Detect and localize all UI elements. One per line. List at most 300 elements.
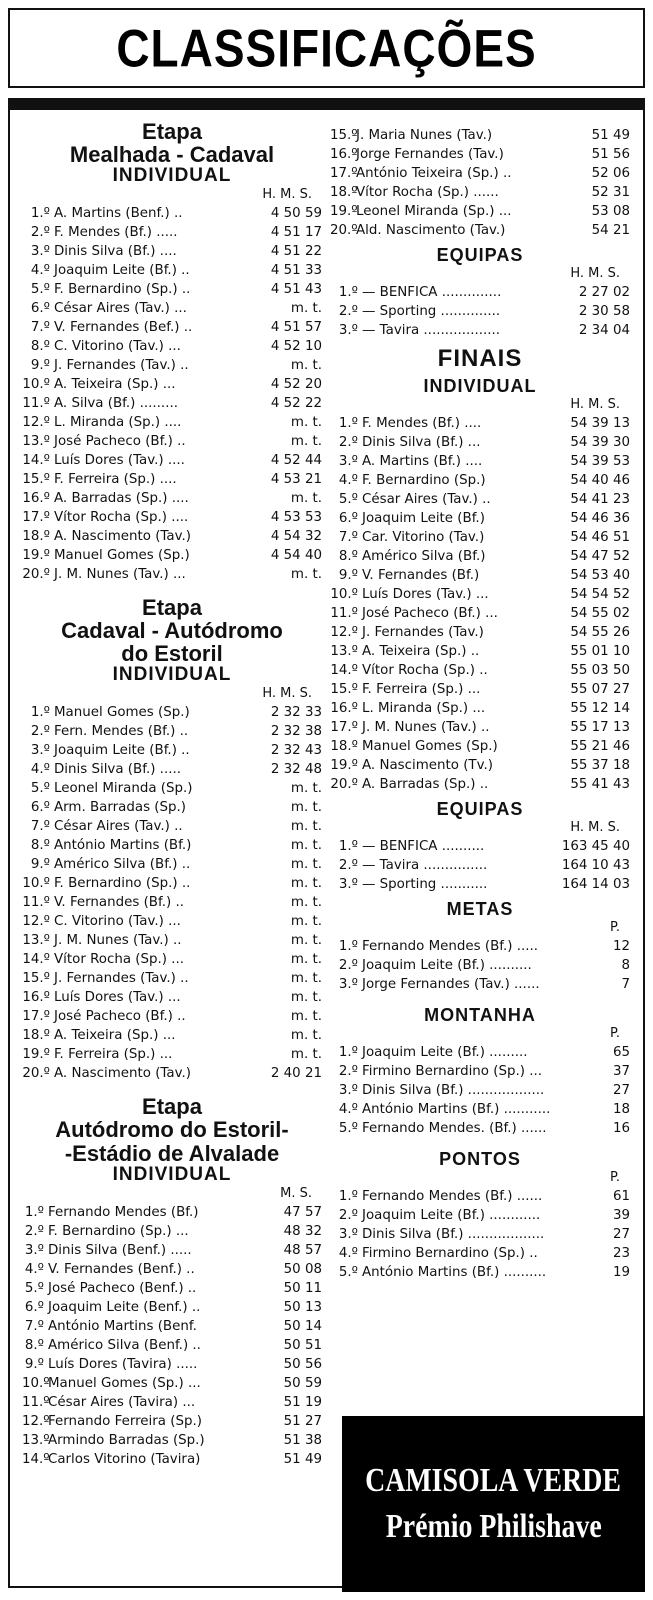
stage3-row-result: 50 08: [283, 1261, 322, 1277]
stage1-row-rider-name: Dinis Silva (Bf.) ....: [54, 244, 177, 260]
stage1-row: [22, 337, 322, 356]
montanha-row-rider-name: Firmino Bernardino (Sp.) ...: [362, 1063, 542, 1079]
stage2-row-position: 10.º: [22, 876, 50, 892]
stage1-row-position: 18.º: [22, 529, 50, 545]
stage3-row-rider-name: J. Maria Nunes (Tav.): [356, 128, 493, 143]
stage3-row-position: 15.º: [330, 128, 358, 143]
stage3-row-rider-name: Jorge Fernandes (Tav.): [356, 147, 504, 162]
stage1-row: [22, 261, 322, 280]
stage2-type: INDIVIDUAL: [112, 664, 232, 686]
stage3-row-position: 14.º: [22, 1451, 50, 1467]
finals-row-position: 9.º: [338, 567, 358, 583]
stage1-row: [22, 204, 322, 223]
finals-row-result: 55 17 13: [570, 719, 630, 735]
metas-row-result: 7: [621, 976, 630, 992]
stage3-teams-colhead: H. M. S.: [570, 265, 620, 281]
finals-team-row-rider-name: — Tavira ...............: [362, 857, 488, 873]
finals-row: [330, 775, 630, 794]
stage1-row-result: 4 52 22: [270, 396, 322, 412]
stage2-row: [22, 760, 322, 779]
stage2-row-rider-name: A. Nascimento (Tav.): [54, 1066, 191, 1082]
finals-row: [330, 471, 630, 490]
stage3-row: [22, 1298, 322, 1317]
finals-team-row-position: 1.º: [338, 838, 358, 854]
finals-teams-table: [330, 837, 630, 894]
stage1-row-rider-name: A. Silva (Bf.) .........: [54, 396, 178, 412]
stage3-row-result: 51 19: [283, 1394, 322, 1410]
stage3-row-rider-name: Luís Dores (Tavira) .....: [48, 1356, 198, 1372]
stage2-row: [22, 1045, 322, 1064]
stage3-row: [22, 1336, 322, 1355]
stage3-table: [22, 1203, 322, 1469]
finals-row-rider-name: V. Fernandes (Bf.): [362, 567, 480, 583]
stage1-row: [22, 470, 322, 489]
stage3-row-result: 51 49: [283, 1451, 322, 1467]
stage2-row: [22, 931, 322, 950]
finals-heading: FINAIS: [437, 344, 523, 372]
pontos-row-result: 19: [612, 1264, 630, 1280]
finals-row-result: 55 21 46: [570, 738, 630, 754]
stage2-row: [22, 988, 322, 1007]
stage1-etapa: Etapa: [142, 119, 202, 144]
stage1-row-rider-name: F. Mendes (Bf.) .....: [54, 225, 178, 241]
stage3-row-position: 12.º: [22, 1413, 50, 1429]
finals-row-rider-name: Vítor Rocha (Sp.) ..: [362, 662, 488, 678]
stage2-row-result: m. t.: [290, 857, 322, 873]
metas-row-rider-name: Jorge Fernandes (Tav.) ......: [362, 976, 540, 992]
metas-row-position: 2.º: [338, 957, 358, 973]
stage3-row: [330, 202, 630, 221]
stage2-row-position: 3.º: [30, 743, 50, 759]
finals-row-result: 54 39 53: [570, 453, 630, 469]
stage3-row-result: 53 08: [591, 204, 630, 219]
stage1-row-result: m. t.: [290, 415, 322, 431]
stage1-row-position: 19.º: [22, 548, 50, 564]
finals-row-rider-name: A. Nascimento (Tv.): [362, 757, 493, 773]
finals-row-result: 55 03 50: [570, 662, 630, 678]
stage1-route: Mealhada - Cadaval: [69, 142, 275, 168]
finals-row-position: 11.º: [330, 605, 358, 621]
stage2-row: [22, 912, 322, 931]
metas-row-position: 1.º: [338, 938, 358, 954]
stage3-row: [330, 126, 630, 145]
stage1-row-position: 10.º: [22, 377, 50, 393]
stage1-row-rider-name: V. Fernandes (Bef.) ..: [54, 320, 193, 336]
camisola-subtitle: Prémio Philishave: [385, 1508, 602, 1545]
stage3-row-rider-name: F. Bernardino (Sp.) ...: [48, 1223, 189, 1239]
stage1-row: [22, 318, 322, 337]
finals-row-position: 17.º: [330, 719, 358, 735]
stage2-row-position: 8.º: [30, 838, 50, 854]
stage2-row-rider-name: Manuel Gomes (Sp.): [54, 705, 190, 721]
stage1-row-result: 4 51 43: [270, 282, 322, 298]
stage2-row-result: m. t.: [290, 971, 322, 987]
metas-heading: METAS: [446, 898, 514, 919]
finals-team-row-result: 163 45 40: [561, 838, 630, 854]
stage3-row-result: 52 31: [591, 185, 630, 200]
stage2-row: [22, 722, 322, 741]
stage3-team-row: [330, 302, 630, 321]
stage2-row-rider-name: Vítor Rocha (Sp.) ...: [54, 952, 185, 968]
stage2-row-position: 17.º: [22, 1009, 50, 1025]
finals-row-position: 1.º: [338, 415, 358, 431]
finals-row-result: 54 55 26: [570, 624, 630, 640]
stage2-row-rider-name: A. Teixeira (Sp.) ...: [54, 1028, 176, 1044]
stage3-row: [330, 183, 630, 202]
finals-row: [330, 585, 630, 604]
finals-team-row: [330, 875, 630, 894]
finals-row-result: 54 39 13: [570, 415, 630, 431]
stage1-row-result: 4 54 40: [270, 548, 322, 564]
pontos-row-position: 4.º: [338, 1245, 358, 1261]
finals-row: [330, 490, 630, 509]
stage1-row: [22, 565, 322, 584]
stage1-row: [22, 413, 322, 432]
stage1-row-rider-name: J. M. Nunes (Tav.) ...: [54, 567, 186, 583]
stage3-row-rider-name: César Aires (Tavira) ...: [48, 1394, 196, 1410]
stage1-row-result: 4 51 17: [270, 225, 322, 241]
finals-row: [330, 680, 630, 699]
stage1-row-result: 4 51 57: [270, 320, 322, 336]
finals-row-result: 54 46 36: [570, 510, 630, 526]
stage3-row-rider-name: Dinis Silva (Benf.) .....: [48, 1242, 192, 1258]
finals-row-position: 19.º: [330, 757, 358, 773]
pontos-row-rider-name: Dinis Silva (Bf.) ..................: [362, 1226, 545, 1242]
stage2-row-result: m. t.: [290, 838, 322, 854]
finals-row-rider-name: F. Mendes (Bf.) ....: [362, 415, 482, 431]
stage3-row-position: 1.º: [24, 1204, 44, 1220]
stage1-row-result: 4 52 44: [270, 453, 322, 469]
montanha-heading: MONTANHA: [424, 1004, 536, 1025]
stage2-row-position: 15.º: [22, 971, 50, 987]
pontos-row-rider-name: Fernando Mendes (Bf.) ......: [362, 1188, 543, 1204]
montanha-row-position: 2.º: [338, 1063, 358, 1079]
finals-row-rider-name: A. Martins (Bf.) ....: [362, 453, 483, 469]
stage3-row-rider-name: Leonel Miranda (Sp.) ...: [356, 204, 512, 219]
montanha-row: [330, 1062, 630, 1081]
pontos-row: [330, 1263, 630, 1282]
finals-row: [330, 699, 630, 718]
stage1-row: [22, 356, 322, 375]
page: [8, 8, 645, 1592]
stage3-row: [22, 1431, 322, 1450]
stage1-row-position: 7.º: [30, 320, 50, 336]
stage1-row-position: 14.º: [22, 453, 50, 469]
stage3-row-result: 51 56: [591, 147, 630, 162]
stage3-row: [22, 1241, 322, 1260]
stage2-etapa: Etapa: [142, 595, 202, 621]
stage1-type: INDIVIDUAL: [112, 165, 232, 187]
montanha-row-result: 16: [612, 1120, 630, 1136]
stage1-row: [22, 242, 322, 261]
finals-row-result: 54 40 46: [570, 472, 630, 488]
stage2-row-position: 16.º: [22, 990, 50, 1006]
stage2-row-result: 2 32 48: [270, 762, 322, 778]
stage2-row-rider-name: José Pacheco (Bf.) ..: [54, 1009, 186, 1025]
camisola-title: CAMISOLA VERDE: [365, 1462, 622, 1499]
stage1-row-rider-name: F. Bernardino (Sp.) ..: [54, 282, 191, 298]
finals-row-position: 14.º: [330, 662, 358, 678]
finals-team-row-rider-name: — Sporting ...........: [362, 876, 488, 892]
montanha-row-rider-name: António Martins (Bf.) ...........: [362, 1101, 551, 1117]
montanha-row-result: 65: [612, 1044, 630, 1060]
stage1-colhead: H. M. S.: [262, 187, 312, 203]
stage1-row-rider-name: A. Barradas (Sp.) ....: [54, 491, 189, 507]
stage1-row-rider-name: L. Miranda (Sp.) ....: [54, 415, 182, 431]
stage3-row: [22, 1412, 322, 1431]
stage1-table: [22, 204, 322, 584]
stage3-row-rider-name: Joaquim Leite (Benf.) ..: [48, 1299, 201, 1315]
stage1-row-rider-name: A. Martins (Benf.) ..: [54, 206, 183, 222]
finals-row-rider-name: Dinis Silva (Bf.) ...: [362, 434, 481, 450]
stage3-row-result: 50 51: [283, 1337, 322, 1353]
finals-row-rider-name: F. Bernardino (Sp.): [362, 472, 486, 488]
pontos-table: [330, 1187, 630, 1282]
pontos-row: [330, 1225, 630, 1244]
stage1-row: [22, 223, 322, 242]
pontos-row-result: 39: [612, 1207, 630, 1223]
stage3-row-position: 16.º: [330, 147, 358, 162]
montanha-row-rider-name: Dinis Silva (Bf.) ..................: [362, 1082, 545, 1098]
stage2-row-position: 9.º: [30, 857, 50, 873]
stage2-row: [22, 741, 322, 760]
pontos-row-position: 5.º: [338, 1264, 358, 1280]
finals-team-row-result: 164 14 03: [561, 876, 630, 892]
stage2-row-result: m. t.: [290, 1009, 322, 1025]
stage2-row-rider-name: António Martins (Bf.): [54, 838, 192, 854]
finals-type: INDIVIDUAL: [423, 376, 537, 397]
stage3-row-result: 47 57: [283, 1204, 322, 1220]
finals-row: [330, 414, 630, 433]
stage1-row: [22, 527, 322, 546]
stage3-row-position: 8.º: [24, 1337, 44, 1353]
stage3-team-row-result: 2 27 02: [578, 284, 630, 300]
stage3-row-result: 50 59: [283, 1375, 322, 1391]
stage3-row-result: 50 14: [283, 1318, 322, 1334]
metas-row-rider-name: Fernando Mendes (Bf.) .....: [362, 938, 539, 954]
stage3-team-row-rider-name: — Tavira ..................: [362, 322, 501, 338]
pontos-row: [330, 1206, 630, 1225]
metas-row-result: 12: [612, 938, 630, 954]
stage2-row-rider-name: Dinis Silva (Bf.) .....: [54, 762, 181, 778]
stage3-etapa: Etapa: [142, 1094, 202, 1120]
stage2-row-rider-name: Luís Dores (Tav.) ...: [54, 990, 181, 1006]
stage3-team-row-rider-name: — Sporting ..............: [362, 303, 501, 319]
stage2-row-result: 2 40 21: [270, 1066, 322, 1082]
stage1-row-position: 5.º: [30, 282, 50, 298]
stage1-row-result: m. t.: [290, 567, 322, 583]
stage2-row: [22, 855, 322, 874]
stage3-row: [330, 164, 630, 183]
right-column: [330, 126, 630, 1282]
finals-row-position: 12.º: [330, 624, 358, 640]
stage1-row-result: 4 52 20: [270, 377, 322, 393]
stage2-row: [22, 1064, 322, 1083]
pontos-row: [330, 1244, 630, 1263]
finals-row-position: 10.º: [330, 586, 358, 602]
stage2-row-position: 1.º: [30, 705, 50, 721]
finals-row: [330, 604, 630, 623]
finals-row-rider-name: Luís Dores (Tav.) ...: [362, 586, 489, 602]
finals-teams-colhead: H. M. S.: [570, 819, 620, 835]
stage1-row-result: m. t.: [290, 491, 322, 507]
pontos-row-rider-name: António Martins (Bf.) ..........: [362, 1264, 547, 1280]
stage2-row-rider-name: V. Fernandes (Bf.) ..: [54, 895, 184, 911]
stage2-row-position: 19.º: [22, 1047, 50, 1063]
montanha-row: [330, 1119, 630, 1138]
stage2-route-2: do Estoril: [121, 641, 223, 667]
stage2-row-position: 13.º: [22, 933, 50, 949]
finals-row-position: 20.º: [330, 776, 358, 792]
stage3-row-position: 17.º: [330, 166, 358, 181]
stage1-row-position: 17.º: [22, 510, 50, 526]
montanha-table: [330, 1043, 630, 1138]
stage2-row: [22, 817, 322, 836]
finals-row: [330, 433, 630, 452]
stage1-row: [22, 451, 322, 470]
finals-table: [330, 414, 630, 794]
stage3-row-position: 3.º: [24, 1242, 44, 1258]
stage2-row-result: m. t.: [290, 1047, 322, 1063]
stage2-row-result: m. t.: [290, 1028, 322, 1044]
stage1-row: [22, 299, 322, 318]
finals-team-row: [330, 856, 630, 875]
pontos-colhead: P.: [610, 1169, 620, 1185]
stage1-row-result: 4 50 59: [270, 206, 322, 222]
metas-row-position: 3.º: [338, 976, 358, 992]
stage2-row-rider-name: Joaquim Leite (Bf.) ..: [54, 743, 190, 759]
montanha-row-result: 37: [612, 1063, 630, 1079]
finals-row-result: 54 55 02: [570, 605, 630, 621]
stage3-row: [22, 1260, 322, 1279]
stage2-row-result: 2 32 38: [270, 724, 322, 740]
stage2-row-rider-name: C. Vitorino (Tav.) ...: [54, 914, 181, 930]
stage2-row-rider-name: Leonel Miranda (Sp.): [54, 781, 193, 797]
stage1-row-rider-name: Luís Dores (Tav.) ....: [54, 453, 185, 469]
stage3-row-rider-name: Armindo Barradas (Sp.): [48, 1432, 205, 1448]
finals-row-position: 6.º: [338, 510, 358, 526]
stage3-row-rider-name: Américo Silva (Benf.) ..: [48, 1337, 201, 1353]
stage3-row-position: 13.º: [22, 1432, 50, 1448]
finals-row-rider-name: César Aires (Tav.) ..: [362, 491, 491, 507]
stage2-row-result: m. t.: [290, 781, 322, 797]
stage2-row: [22, 836, 322, 855]
stage3-row-rider-name: Manuel Gomes (Sp.) ...: [48, 1375, 201, 1391]
stage3-team-row-result: 2 30 58: [578, 303, 630, 319]
stage1-row-position: 6.º: [30, 301, 50, 317]
metas-table: [330, 937, 630, 994]
stage2-row-rider-name: J. Fernandes (Tav.) ..: [54, 971, 189, 987]
stage1-row: [22, 432, 322, 451]
title-box: [8, 8, 645, 88]
stage1-row-position: 1.º: [30, 206, 50, 222]
stage1-row-rider-name: A. Teixeira (Sp.) ...: [54, 377, 176, 393]
stage1-row-result: 4 54 32: [270, 529, 322, 545]
finals-row-position: 2.º: [338, 434, 358, 450]
stage3-row: [22, 1355, 322, 1374]
finals-row-result: 55 12 14: [570, 700, 630, 716]
stage1-row-position: 15.º: [22, 472, 50, 488]
finals-row-position: 15.º: [330, 681, 358, 697]
stage1-row-rider-name: Vítor Rocha (Sp.) ....: [54, 510, 189, 526]
stage3-row-result: 52 06: [591, 166, 630, 181]
finals-team-row-position: 3.º: [338, 876, 358, 892]
stage3-route-2: -Estádio de Alvalade: [64, 1140, 280, 1166]
stage2-row-position: 4.º: [30, 762, 50, 778]
stage3-team-row-position: 2.º: [338, 303, 358, 319]
stage2-row-rider-name: Américo Silva (Bf.) ..: [54, 857, 191, 873]
stage3-team-row: [330, 321, 630, 340]
stage1-row-position: 20.º: [22, 567, 50, 583]
stage3-row: [22, 1203, 322, 1222]
stage2-row-result: m. t.: [290, 800, 322, 816]
stage3-row-position: 10.º: [22, 1375, 50, 1391]
montanha-row-position: 5.º: [338, 1120, 358, 1136]
stage1-row: [22, 280, 322, 299]
stage2-row: [22, 779, 322, 798]
stage2-row: [22, 1026, 322, 1045]
stage1-row-result: 4 53 53: [270, 510, 322, 526]
stage1-row-result: 4 51 33: [270, 263, 322, 279]
stage1-row: [22, 489, 322, 508]
stage1-row-rider-name: C. Vitorino (Tav.) ...: [54, 339, 181, 355]
stage2-route-1: Cadaval - Autódromo: [61, 618, 283, 644]
montanha-row: [330, 1043, 630, 1062]
stage1-row: [22, 375, 322, 394]
stage2-row-result: m. t.: [290, 914, 322, 930]
stage2-row-rider-name: J. M. Nunes (Tav.) ..: [54, 933, 182, 949]
stage1-row-position: 12.º: [22, 415, 50, 431]
montanha-row-position: 1.º: [338, 1044, 358, 1060]
stage2-row-position: 7.º: [30, 819, 50, 835]
stage2-row-position: 2.º: [30, 724, 50, 740]
stage1-row-result: m. t.: [290, 358, 322, 374]
stage3-row-position: 20.º: [330, 223, 358, 238]
stage1-row: [22, 508, 322, 527]
metas-row-result: 8: [621, 957, 630, 973]
stage3-row: [22, 1450, 322, 1469]
stage3-row: [22, 1279, 322, 1298]
stage3-row-rider-name: António Martins (Benf.: [48, 1318, 197, 1334]
finals-row-rider-name: J. M. Nunes (Tav.) ..: [362, 719, 490, 735]
finals-row-result: 54 47 52: [570, 548, 630, 564]
finals-row: [330, 642, 630, 661]
stage3-team-row: [330, 283, 630, 302]
finals-row: [330, 737, 630, 756]
stage3-row-rider-name: Carlos Vitorino (Tavira): [48, 1451, 201, 1467]
stage2-row-rider-name: Arm. Barradas (Sp.): [54, 800, 187, 816]
finals-row: [330, 509, 630, 528]
stage2-row-position: 14.º: [22, 952, 50, 968]
finals-row-position: 3.º: [338, 453, 358, 469]
stage3-row-position: 18.º: [330, 185, 358, 200]
stage1-row-position: 8.º: [30, 339, 50, 355]
stage3-row: [22, 1393, 322, 1412]
stage1-row-position: 13.º: [22, 434, 50, 450]
stage3-teams-heading: EQUIPAS: [436, 245, 524, 265]
stage3-type: INDIVIDUAL: [112, 1163, 232, 1185]
montanha-row-position: 3.º: [338, 1082, 358, 1098]
finals-team-row: [330, 837, 630, 856]
pontos-row-rider-name: Firmino Bernardino (Sp.) ..: [362, 1245, 538, 1261]
pontos-row-result: 23: [612, 1245, 630, 1261]
stage2-row-result: m. t.: [290, 876, 322, 892]
page-title: CLASSIFICAÇÕES: [116, 18, 537, 78]
stage2-row: [22, 893, 322, 912]
montanha-colhead: P.: [610, 1025, 620, 1041]
stage2-row-position: 11.º: [22, 895, 50, 911]
stage2-row: [22, 1007, 322, 1026]
